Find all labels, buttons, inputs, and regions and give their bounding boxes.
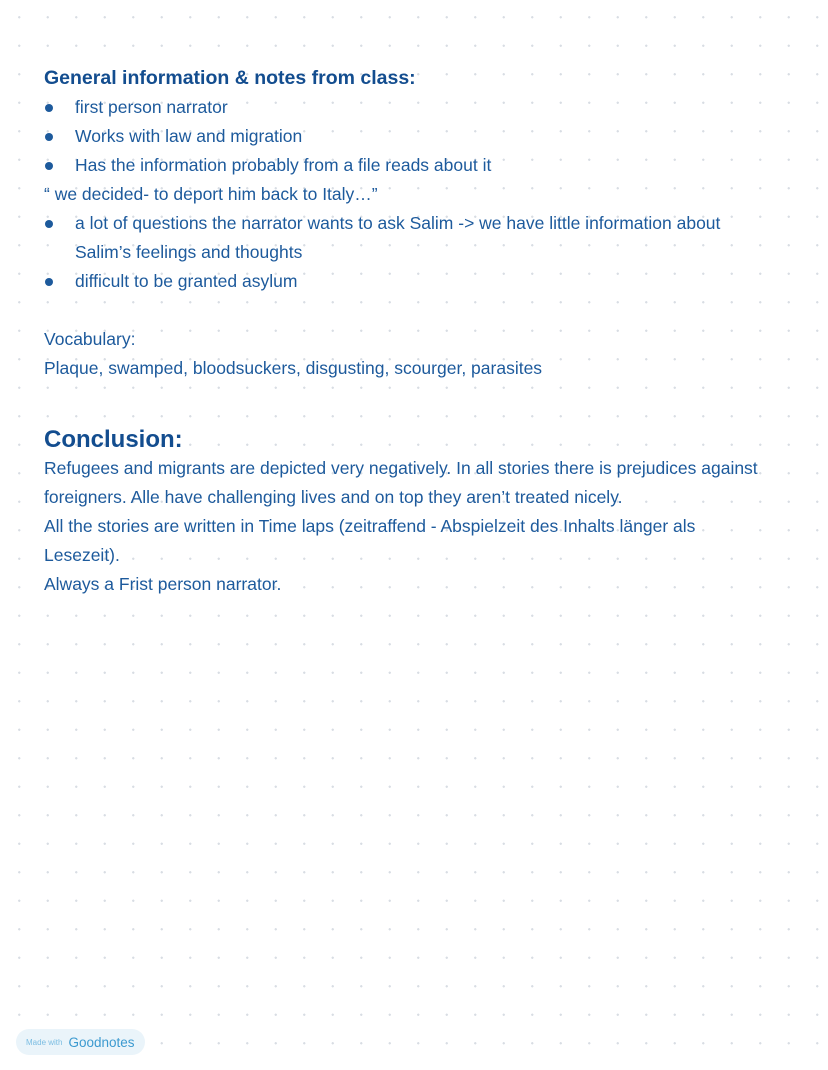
- goodnotes-watermark: [16, 1029, 145, 1055]
- vocabulary-label: Vocabulary:: [44, 329, 136, 349]
- spacer: [44, 296, 784, 325]
- bullet-text: Works with law and migration: [75, 126, 303, 146]
- quote-line: “ we decided- to deport him back to Italy…”: [44, 184, 378, 204]
- bullet-dot-icon: [45, 162, 53, 170]
- vocabulary-words: Plaque, swamped, bloodsuckers, disgusting, scourger, parasites: [44, 358, 543, 378]
- bullet-item: [44, 209, 744, 267]
- general-bullets-list-2: [44, 209, 744, 296]
- watermark-brand: Goodnotes: [68, 1034, 135, 1050]
- watermark-prefix: Made with: [26, 1037, 63, 1047]
- bullet-item: [44, 122, 784, 151]
- bullet-dot-icon: [45, 133, 53, 141]
- conclusion-paragraph: Refugees and migrants are depicted very negatively. In all stories there is prejudices against foreigners. Alle have challenging lives and on top they aren’t treated nicely.: [44, 458, 758, 507]
- bullet-item: [44, 267, 744, 296]
- bullet-text: a lot of questions the narrator wants to ask Salim -> we have little information about Salim’s feelings and thoughts: [75, 213, 721, 262]
- bullet-text: first person narrator: [75, 97, 228, 117]
- bullet-text: Has the information probably from a file reads about it: [75, 155, 492, 175]
- note-content: [44, 64, 784, 599]
- bullet-dot-icon: [45, 220, 53, 228]
- conclusion-paragraph: All the stories are written in Time laps (zeitraffend - Abspielzeit des Inhalts länger als Lesezeit).: [44, 516, 696, 565]
- spacer: [44, 383, 784, 412]
- bullet-item: [44, 93, 784, 122]
- general-info-heading: General information & notes from class:: [44, 67, 416, 89]
- bullet-item: [44, 151, 784, 180]
- bullet-text: difficult to be granted asylum: [75, 271, 298, 291]
- general-bullets-list: [44, 93, 784, 180]
- conclusion-heading: Conclusion:: [44, 426, 183, 453]
- bullet-dot-icon: [45, 104, 53, 112]
- conclusion-paragraph: Always a Frist person narrator.: [44, 574, 282, 594]
- bullet-dot-icon: [45, 278, 53, 286]
